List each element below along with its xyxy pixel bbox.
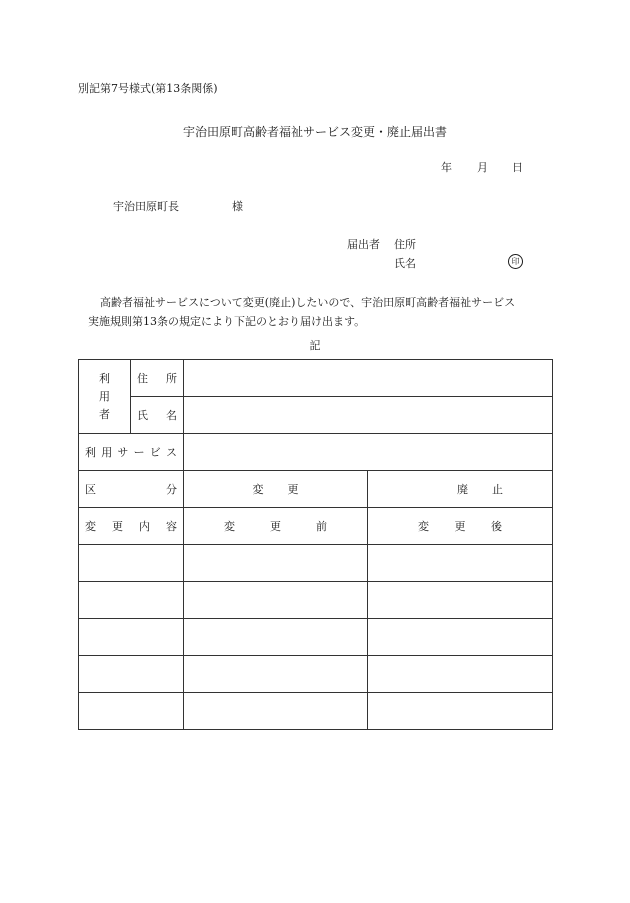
user-label-char: 利 [99,371,110,385]
form-number: 別記第7号様式(第13条関係) [78,82,218,95]
after-field[interactable] [368,582,553,619]
user-name-field[interactable] [184,397,553,434]
content-item-field[interactable] [79,582,184,619]
table-row-content [79,619,553,656]
table-row-content [79,656,553,693]
body-text-line-1: 高齢者福祉サービスについて変更(廃止)したいので、宇治田原町高齢者福祉サービス [100,296,516,309]
service-char: サ [117,446,129,459]
service-char: 利 [85,446,96,459]
category-char: 区 [85,483,96,496]
service-char: 用 [101,446,113,459]
service-label-cell [79,434,184,471]
content-char: 容 [166,520,177,533]
after-field[interactable] [368,656,553,693]
after-header-cell [368,508,553,545]
address-char: 所 [166,372,177,385]
before-char: 前 [316,520,327,533]
before-field[interactable] [184,582,368,619]
content-char: 更 [112,520,123,533]
table-row-content-header [79,508,553,545]
content-item-field[interactable] [79,619,184,656]
before-char: 更 [270,520,281,533]
after-field[interactable] [368,545,553,582]
content-item-field[interactable] [79,656,184,693]
service-char: ー [133,446,145,459]
table-row-category [79,471,553,508]
category-char: 分 [166,483,177,496]
table-row-content [79,582,553,619]
date-month-label: 月 [477,161,488,174]
category-label-cell [79,471,184,508]
before-field[interactable] [184,619,368,656]
category-abolish-option[interactable] [368,471,553,508]
content-item-field[interactable] [79,693,184,730]
content-char: 変 [85,520,96,533]
table-row-content [79,545,553,582]
user-address-field[interactable] [184,360,553,397]
body-text-line-2: 実施規則第13条の規定により下記のとおり届け出ます。 [88,315,366,328]
date-day-label: 日 [512,161,523,174]
name-char: 名 [166,409,177,422]
change-char: 変 [252,483,264,496]
before-char: 変 [224,520,235,533]
user-label-char: 者 [99,407,110,421]
before-header-cell [184,508,368,545]
after-char: 更 [454,520,466,533]
form-table [78,359,553,730]
applicant-address-label: 住所 [394,238,416,251]
date-year-label: 年 [441,161,452,174]
table-row-user-name [79,397,553,434]
before-field[interactable] [184,656,368,693]
content-label-cell [79,508,184,545]
document-title: 宇治田原町高齢者福祉サービス変更・廃止届出書 [182,125,447,139]
after-field[interactable] [368,619,553,656]
after-char: 後 [491,520,502,533]
table-row-service [79,434,553,471]
user-label-cell [79,360,131,434]
service-char: ビ [149,446,161,459]
honorific: 様 [232,200,243,213]
category-change-option[interactable] [184,471,368,508]
address-char: 住 [137,372,148,385]
table-row-user-address [79,360,553,397]
applicant-name-label: 氏名 [394,257,416,270]
change-char: 更 [287,483,299,496]
table-row-content [79,693,553,730]
name-char: 氏 [137,409,148,422]
service-char: ス [165,446,177,459]
after-field[interactable] [368,693,553,730]
addressee: 宇治田原町長 [113,200,179,213]
service-field[interactable] [184,434,553,471]
user-label-char: 用 [99,389,110,403]
content-char: 内 [139,520,150,533]
name-label-cell [131,397,184,434]
address-label-cell [131,360,184,397]
applicant-label: 届出者 [347,238,380,251]
seal-mark: 印 [508,254,523,269]
before-field[interactable] [184,545,368,582]
abolish-char: 廃 [457,483,468,496]
content-item-field[interactable] [79,545,184,582]
after-char: 変 [418,520,429,533]
ki-heading: 記 [309,339,321,352]
abolish-char: 止 [492,483,503,496]
before-field[interactable] [184,693,368,730]
